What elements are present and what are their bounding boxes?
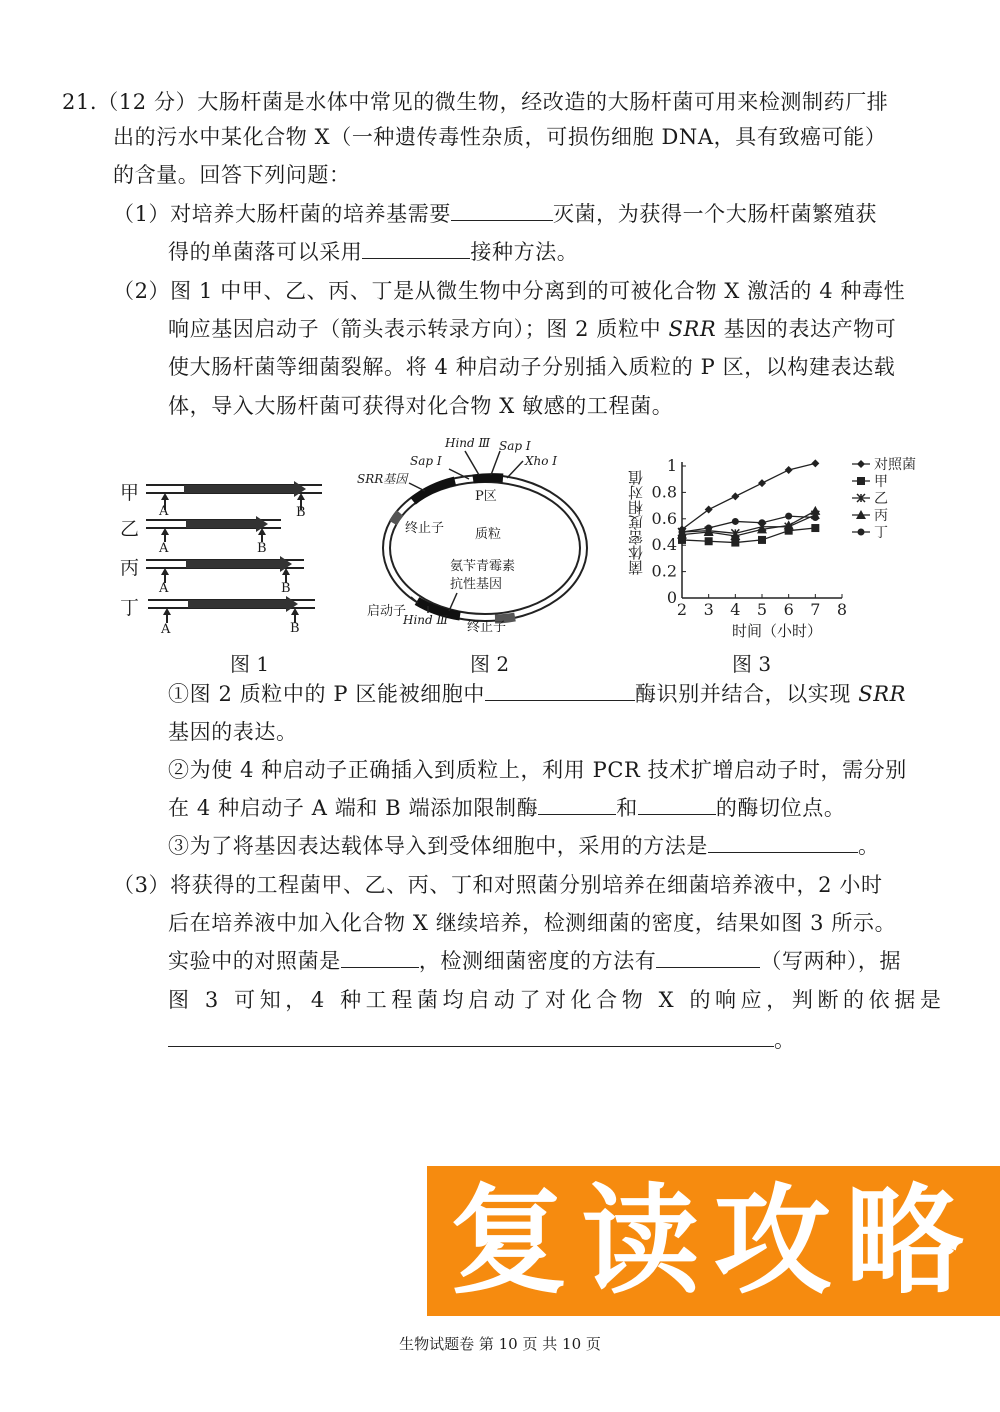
sub3-line <box>168 834 880 858</box>
part2-line-2 <box>168 317 896 341</box>
y-axis-label: 菌体密度相对值 <box>627 470 645 575</box>
srr-gene-term: SRR <box>668 317 717 341</box>
sub2-line-2 <box>168 796 845 820</box>
page-footer: 生物试题卷 第 10 页 共 10 页 <box>399 1335 601 1353</box>
question-score: （12 分） <box>97 90 198 114</box>
intro-line-1: 大肠杆菌是水体中常见的微生物，经改造的大肠杆菌可用来检测制药厂排 <box>197 90 889 114</box>
answer-blank-control[interactable] <box>341 949 419 968</box>
part2-line-4: 体，导入大肠杆菌可获得对化合物 X 敏感的工程菌。 <box>168 394 674 418</box>
sub2-text: 在 4 种启动子 A 端和 B 端添加限制酶 <box>168 796 539 820</box>
part3-text: ，检测细菌密度的方法有 <box>418 949 657 973</box>
part2-text: 基因的表达产物可 <box>716 317 897 341</box>
part3-text: （写两种），据 <box>760 949 902 973</box>
terminator-bottom-label: 终止子 <box>467 620 507 635</box>
sap1-left-label: Sap Ⅰ <box>410 454 442 468</box>
site-a-label: A <box>159 581 169 596</box>
row-label-bing: 丙 <box>120 557 140 579</box>
terminator-label: 终止子 <box>405 521 445 536</box>
sub3-text: ③为了将基因表达载体导入到受体细胞中，采用的方法是 <box>168 834 708 858</box>
sub2-text: 的酶切位点。 <box>715 796 846 820</box>
svg-text:7: 7 <box>810 600 821 619</box>
sub1-text: 酶识别并结合，以实现 <box>635 682 859 706</box>
sub3-text: 。 <box>858 834 880 858</box>
part3-text: 。 <box>774 1028 796 1052</box>
amp-resistance-label-1: 氨苄青霉素 <box>450 559 516 574</box>
site-b-label: B <box>257 541 267 556</box>
promoter-row-yi <box>146 516 281 542</box>
svg-text:1: 1 <box>666 456 677 475</box>
answer-blank-site-a[interactable] <box>538 796 616 815</box>
svg-text:0.4: 0.4 <box>651 535 677 555</box>
row-label-ding: 丁 <box>120 597 140 619</box>
svg-text:丁: 丁 <box>874 525 888 541</box>
answer-blank-enzyme[interactable] <box>485 682 635 701</box>
part1-text: （1）对培养大肠杆菌的培养基需要 <box>113 202 451 226</box>
site-b-label: B <box>290 621 300 636</box>
part3-line-4: 图 3 可知，4 种工程菌均启动了对化合物 X 的响应，判断的依据是 <box>168 988 946 1012</box>
part3-line-5 <box>168 1028 796 1052</box>
density-line-chart <box>620 450 950 640</box>
svg-text:0.2: 0.2 <box>651 561 677 581</box>
answer-blank-inoculation[interactable] <box>362 240 470 259</box>
question-number: 21. <box>62 90 98 114</box>
svg-text:5: 5 <box>756 600 768 619</box>
svg-text:甲: 甲 <box>874 474 888 490</box>
figure-1-caption: 图 1 <box>230 652 270 676</box>
svg-text:0: 0 <box>666 588 677 607</box>
xho1-label: Xho Ⅰ <box>525 454 558 468</box>
part3-line-1: （3）将获得的工程菌甲、乙、丙、丁和对照菌分别培养在细菌培养液中，2 小时 <box>113 873 883 897</box>
hind3-bottom-label: Hind Ⅲ <box>403 613 449 627</box>
question-header <box>62 90 888 114</box>
svg-text:乙: 乙 <box>874 491 888 507</box>
srr-gene-text: SRR基因 <box>357 472 408 486</box>
part1-line-2 <box>168 240 578 264</box>
sap1-top-label: Sap Ⅰ <box>499 439 531 453</box>
srr-gene-term: SRR <box>858 682 907 706</box>
svg-text:0.8: 0.8 <box>651 482 677 502</box>
svg-text:3: 3 <box>703 600 714 619</box>
sub2-line-1: ②为使 4 种启动子正确插入到质粒上，利用 PCR 技术扩增启动子时，需分别 <box>168 758 907 782</box>
part3-line-3 <box>168 949 901 973</box>
sub1-line-1 <box>168 682 906 706</box>
answer-blank-sterilization[interactable] <box>451 202 553 221</box>
site-a-label: A <box>159 504 169 519</box>
site-a-label: A <box>161 622 171 637</box>
x-axis-label: 时间（小时） <box>732 622 823 640</box>
svg-text:丙: 丙 <box>874 508 888 524</box>
promoter-diagram <box>110 460 340 675</box>
srr-gene-label <box>357 470 407 487</box>
part3-line-2: 后在培养液中加入化合物 X 继续培养，检测细菌的密度，结果如图 3 所示。 <box>168 911 897 935</box>
svg-text:对照菌: 对照菌 <box>874 457 916 473</box>
svg-text:2: 2 <box>676 600 688 619</box>
plasmid-label: 质粒 <box>475 527 502 542</box>
promoter-row-ding <box>148 596 315 623</box>
figure-2-plasmid <box>345 433 605 676</box>
svg-text:6: 6 <box>783 600 794 619</box>
svg-text:0.6: 0.6 <box>651 508 677 528</box>
answer-blank-site-b[interactable] <box>638 796 716 815</box>
part1-text: 接种方法。 <box>470 240 579 264</box>
part1-text: 得的单菌落可以采用 <box>168 240 363 264</box>
answer-blank-transformation[interactable] <box>708 834 858 853</box>
svg-text:4: 4 <box>730 600 741 619</box>
answer-blank-methods[interactable] <box>656 949 760 968</box>
figure-3-chart <box>620 450 950 675</box>
answer-blank-basis[interactable] <box>168 1028 774 1047</box>
site-b-label: B <box>281 581 291 596</box>
amp-resistance-label-2: 抗性基因 <box>450 577 503 592</box>
sub2-text: 和 <box>616 796 638 820</box>
part1-line-1 <box>113 202 877 226</box>
watermark-banner: 复读攻略 <box>427 1166 1000 1316</box>
part3-text: 实验中的对照菌是 <box>168 949 341 973</box>
sub1-line-2: 基因的表达。 <box>168 720 298 744</box>
part2-line-3: 使大肠杆菌等细菌裂解。将 4 种启动子分别插入质粒的 P 区，以构建表达载 <box>168 355 896 379</box>
figure-2-caption: 图 2 <box>470 652 510 676</box>
intro-line-2: 出的污水中某化合物 X（一种遗传毒性杂质，可损伤细胞 DNA，具有致癌可能） <box>113 125 887 149</box>
hind3-top-label: Hind Ⅲ <box>445 436 491 450</box>
site-b-label: B <box>296 505 306 520</box>
sub1-text: ①图 2 质粒中的 P 区能被细胞中 <box>168 682 485 706</box>
row-label-yi: 乙 <box>120 518 140 540</box>
p-region-label: P区 <box>475 489 497 504</box>
intro-line-3: 的含量。回答下列问题： <box>113 163 351 187</box>
site-a-label: A <box>159 541 169 556</box>
promoter-label: 启动子 <box>367 604 407 619</box>
part2-line-1: （2）图 1 中甲、乙、丙、丁是从微生物中分离到的可被化合物 X 激活的 4 种毒性 <box>113 279 906 303</box>
svg-text:8: 8 <box>836 600 848 619</box>
row-label-jia: 甲 <box>120 482 140 504</box>
figure-1-promoters <box>110 460 340 675</box>
promoter-row-bing <box>146 556 304 583</box>
part1-text: 灭菌，为获得一个大肠杆菌繁殖获 <box>552 202 877 226</box>
part2-text: 响应基因启动子（箭头表示转录方向）；图 2 质粒中 <box>168 317 669 341</box>
figure-3-caption: 图 3 <box>732 652 772 676</box>
